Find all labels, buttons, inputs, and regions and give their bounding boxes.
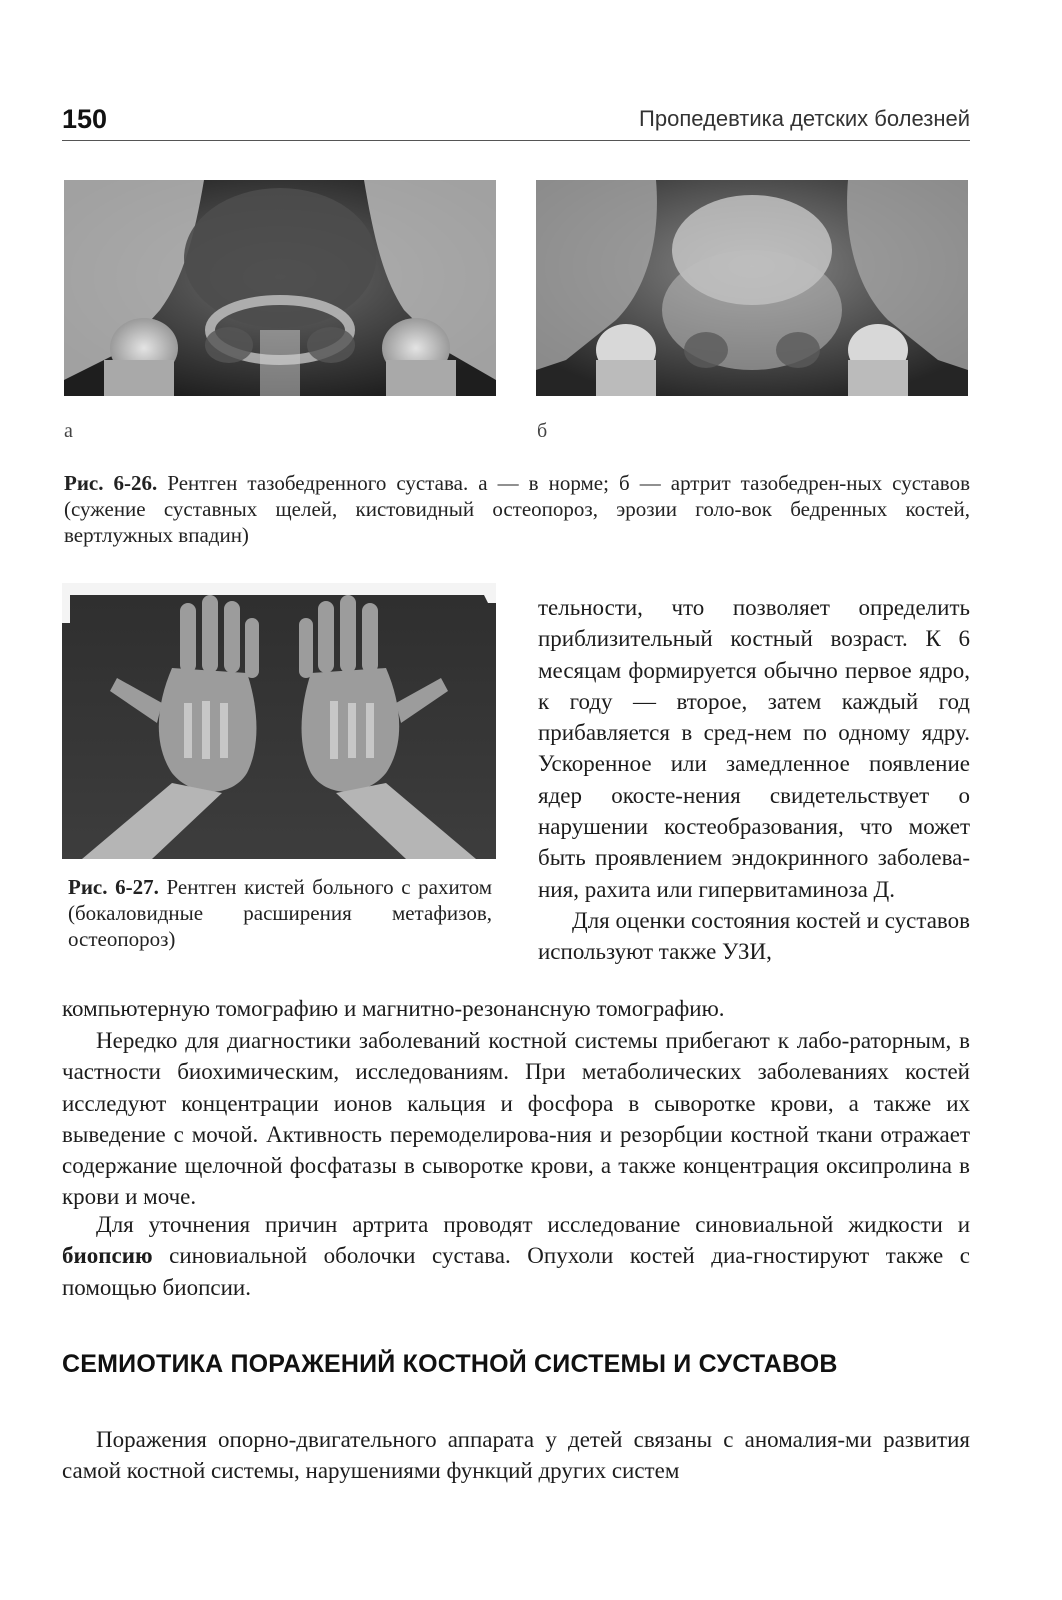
section-heading: СЕМИОТИКА ПОРАЖЕНИЙ КОСТНОЙ СИСТЕМЫ И СУСТАВОВ [62,1350,838,1378]
page-number: 150 [62,104,108,134]
xray-hands-rickets [62,583,496,859]
paragraph [62,1209,970,1303]
paragraph-synovial [62,1209,970,1303]
caption-ref: Рис. 6-27. [68,875,159,899]
figure-sublabel-a: а [64,420,73,442]
xray-hip-normal [64,180,496,396]
paragraph: Поражения опорно-двигательного аппарата у детей связаны с аномалия-ми развития самой костной системы, нарушениями функций других систем [62,1427,970,1484]
xray-hip-arthritis [536,180,968,396]
right-column-text [538,592,970,968]
caption-text: Рентген тазобедренного сустава. а — в норме; б — артрит тазобедрен-ных суставов (сужение суставных щелей, кистовидный остеопороз, эрозии голо-вок бедренных костей, вертлужных впадин) [64,471,970,547]
running-title: Пропедевтика детских болезней [639,106,970,131]
header-rule [62,140,970,141]
paragraph-lab-diagnostics [62,1025,970,1213]
figure-caption-6-26 [64,470,970,548]
text-run: синовиальной оболочки сустава. Опухоли костей диа-гностируют также с помощью биопсии. [62,1243,970,1300]
page-header [62,100,970,140]
caption-text: Рентген кистей больного с рахитом (бокаловидные расширения метафизов, остеопороз) [68,875,492,951]
paragraph: тельности, что позволяет определить приблизительный костный возраст. К 6 месяцам формируется обычно первое ядро, к году — второе, затем каждый год прибавляется в сред-нем по одному ядру. Ускоренное или замедленное появление ядер окосте-нения свидетельствует о нарушении костеобразования, что может быть проявлением эндокринного заболева-ния, рахита или гипервитаминоза Д. [538,595,970,902]
bold-term: биопсию [62,1243,153,1269]
paragraph-semiotics [62,1424,970,1487]
paragraph-continuation [62,993,970,1024]
paragraph: Нередко для диагностики заболеваний костной системы прибегают к лабо-раторным, в частности биохимическим, исследованиям. При метаболических заболеваниях костей исследуют концентрации ионов кальция и фосфора в сыворотке крови, а также их выведение с мочой. Активность перемоделирова-ния и резорбции костной ткани отражает содержание щелочной фосфатазы в сыворотке крови, а также концентрация оксипролина в крови и моче. [62,1028,970,1210]
figure-caption-6-27 [68,874,492,952]
text-run: Для уточнения причин артрита проводят исследование синовиальной жидкости и [96,1212,970,1237]
caption-ref: Рис. 6-26. [64,471,158,495]
figure-sublabel-b: б [537,420,548,442]
paragraph: компьютерную томографию и магнитно-резонансную томографию. [62,996,725,1021]
paragraph: Для оценки состояния костей и суставов используют также УЗИ, [538,907,970,965]
